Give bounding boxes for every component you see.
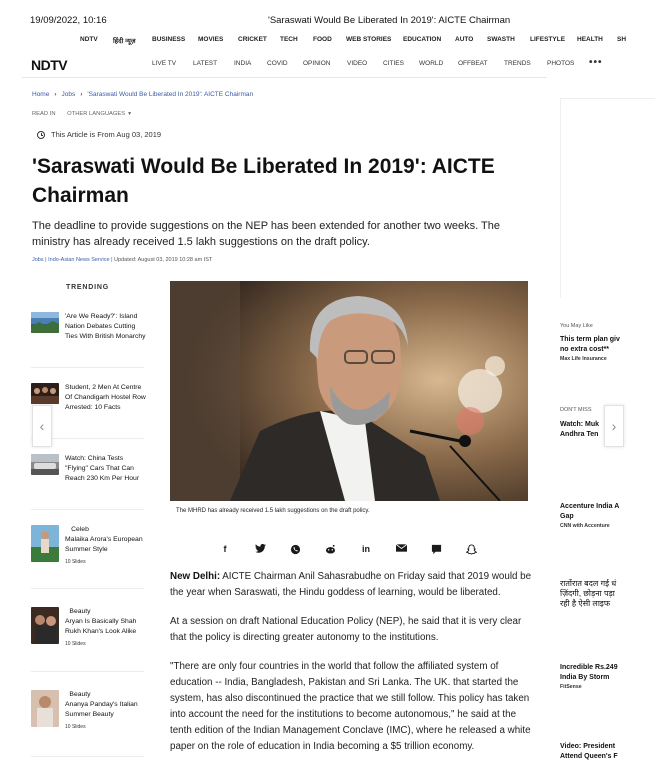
divider — [31, 509, 144, 510]
top-nav-item[interactable]: हिंदी न्यूज़ — [113, 38, 136, 45]
main-nav-item[interactable]: COVID — [267, 60, 288, 67]
top-nav-item[interactable]: LIFESTYLE — [530, 36, 566, 43]
divider — [31, 367, 144, 368]
main-nav-item[interactable]: TRENDS — [504, 60, 531, 67]
top-nav-item[interactable]: NDTV — [80, 36, 98, 43]
trending-title: TRENDING — [66, 284, 109, 291]
trending-category: Beauty — [69, 608, 91, 615]
byline-updated: Updated: August 03, 2019 10:28 am IST — [114, 257, 213, 263]
article-main-photo — [170, 281, 528, 501]
slides-count: 10 Slides — [65, 640, 86, 647]
print-page-title: 'Saraswati Would Be Liberated In 2019': AICTE Chairman — [268, 15, 511, 26]
chevron-right-icon: › — [611, 418, 617, 434]
dont-miss-title: Andhra Ten — [560, 431, 599, 438]
snapchat-icon[interactable] — [464, 544, 478, 557]
video-item[interactable] — [560, 742, 655, 762]
trending-thumbnail — [31, 312, 59, 333]
top-nav — [0, 36, 655, 48]
dont-miss-widget[interactable] — [560, 407, 655, 440]
nav-divider — [22, 77, 547, 78]
sponsored-item[interactable] — [560, 502, 655, 529]
sponsored-item[interactable] — [560, 663, 655, 690]
slides-count: 10 Slides — [65, 558, 86, 565]
you-may-like-widget[interactable] — [560, 323, 655, 362]
article-headline: 'Saraswati Would Be Liberated In 2019': AICTE Chairman — [32, 155, 495, 207]
dont-miss-label: DON'T MISS — [560, 407, 592, 413]
top-nav-item[interactable]: AUTO — [455, 36, 474, 43]
main-nav-item[interactable]: VIDEO — [347, 60, 368, 67]
top-nav-item[interactable]: SH — [617, 36, 627, 43]
sponsored-source: CNN with Accenture — [560, 523, 610, 529]
breadcrumb-jobs[interactable]: Jobs — [61, 91, 76, 98]
top-nav-item[interactable]: BUSINESS — [152, 36, 186, 43]
facebook-icon[interactable]: f — [223, 544, 227, 554]
trending-item-text: Watch: China Tests "Flying" Cars That Can Reach 230 Km Per Hour — [65, 455, 140, 483]
main-nav-item[interactable]: PHOTOS — [547, 60, 575, 67]
top-nav-item[interactable]: EDUCATION — [403, 36, 442, 43]
trending-thumbnail — [31, 383, 59, 404]
print-datetime: 19/09/2022, 10:16 — [30, 15, 107, 26]
sponsored-source: Max Life Insurance — [560, 356, 607, 362]
photo-caption: The MHRD has already received 1.5 lakh suggestions on the draft policy. — [176, 508, 370, 514]
sponsored-source: FitSense — [560, 684, 582, 690]
chevron-right-icon: › — [80, 91, 83, 98]
comment-icon[interactable] — [429, 544, 443, 557]
ndtv-logo[interactable]: NDTV — [31, 57, 68, 73]
article-paragraph: At a session on draft National Education Policy (NEP), he said that it is very clear that the policy is directing greater autonomy to the institutions. — [170, 616, 522, 643]
breadcrumb — [32, 91, 253, 98]
top-nav-item[interactable]: WEB STORIES — [346, 36, 392, 43]
byline-agency-link[interactable]: Indo-Asian News Service — [48, 257, 110, 263]
chevron-left-icon: ‹ — [39, 418, 45, 434]
top-nav-item[interactable]: SWASTH — [487, 36, 515, 43]
article-date-notice — [37, 130, 161, 139]
sponsored-title: ज़िंदगी, छोड़ना पड़ा — [560, 589, 615, 598]
share-bar — [170, 544, 528, 558]
slides-count: 10 Slides — [65, 723, 86, 730]
main-nav-item[interactable]: OPINION — [303, 60, 331, 67]
email-icon[interactable] — [394, 544, 408, 554]
more-menu-icon[interactable]: ••• — [589, 57, 603, 68]
sponsored-item[interactable] — [560, 579, 655, 609]
breadcrumb-current[interactable]: 'Saraswati Would Be Liberated In 2019': AICTE Chairman — [87, 91, 254, 98]
top-nav-item[interactable]: TECH — [280, 36, 298, 43]
article-paragraph: New Delhi: AICTE Chairman Anil Sahasrabudhe on Friday said that 2019 would be the year when Saraswati, the Hindu goddess of learning, would be liberated. — [170, 571, 532, 598]
top-nav-item[interactable]: FOOD — [313, 36, 332, 43]
sponsored-title: रही है ऐसी लाइफ — [560, 599, 611, 608]
article-byline: Jobs | Indo-Asian News Service | Updated: August 03, 2019 10:28 am IST — [32, 257, 213, 263]
sponsored-title: Incredible Rs.249 — [560, 664, 618, 671]
dateline: New Delhi: — [170, 571, 221, 582]
sponsored-title: no extra cost** — [560, 346, 610, 353]
divider — [31, 588, 144, 589]
divider — [31, 671, 144, 672]
article-paragraph: "There are only four countries in the world that follow the affiliated system of education -- India, Bangladesh, Pakistan and Sri Lanka. The UK. that started the system, has also discontinued the practice that we still follow. This policy has taken into account the need for the institutions to become autonomous," he said at the tenth edition of the Indian Management Conclave (IMC), where he released a white paper on the role of education in India becoming a $5 trillion economy. — [170, 661, 531, 752]
main-nav — [0, 57, 655, 72]
dont-miss-title: Watch: Muk — [560, 421, 600, 428]
trending-item-text: Celeb Malaika Arora's European Summer Style 10 Slides — [65, 525, 147, 567]
linkedin-icon[interactable]: in — [362, 544, 370, 554]
sponsored-title: रातोंरात बदल गई धं — [560, 579, 617, 588]
main-nav-item[interactable]: OFFBEAT — [458, 60, 488, 67]
sponsored-title: Accenture India A — [560, 503, 620, 510]
article-summary: The deadline to provide suggestions on the NEP has been extended for another two weeks. The ministry has already received 1.5 lakh suggestions on the draft policy. — [32, 220, 501, 248]
trending-thumbnail — [31, 454, 59, 475]
top-nav-item[interactable]: HEALTH — [577, 36, 603, 43]
sponsored-title: Gap — [560, 513, 574, 520]
trending-item-text: Beauty Ananya Panday's Italian Summer Beauty 10 Slides — [65, 690, 147, 732]
video-title: Video: President — [560, 743, 616, 750]
trending-item-text: Student, 2 Men At Centre Of Chandigarh Hostel Row Arrested: 10 Facts — [65, 384, 146, 412]
you-may-like-label: You May Like — [560, 323, 593, 329]
article-date-text: This Article is From Aug 03, 2019 — [51, 130, 162, 139]
other-languages-dropdown[interactable]: OTHER LANGUAGES ▼ — [67, 111, 133, 117]
ad-slot — [560, 98, 655, 298]
top-nav-item[interactable]: MOVIES — [198, 36, 224, 43]
read-in-bar — [32, 111, 132, 117]
sponsored-title: This term plan giv — [560, 336, 620, 343]
breadcrumb-home[interactable]: Home — [32, 91, 50, 98]
main-nav-item[interactable]: INDIA — [234, 60, 252, 67]
trending-category: Celeb — [71, 526, 89, 533]
reddit-icon[interactable] — [323, 544, 337, 556]
main-nav-item[interactable]: CITIES — [383, 60, 404, 67]
byline-section-link[interactable]: Jobs — [32, 257, 44, 263]
chevron-right-icon: › — [54, 91, 57, 98]
main-nav-item[interactable]: LIVE TV — [152, 60, 177, 67]
twitter-icon[interactable] — [253, 544, 267, 555]
sponsored-title: India By Storm — [560, 674, 610, 681]
main-nav-item[interactable]: LATEST — [193, 60, 218, 67]
trending-item-text: 'Are We Ready?': Island Nation Debates Cutting Ties With British Monarchy — [65, 313, 146, 341]
read-in-label: READ IN — [32, 111, 56, 117]
trending-category: Beauty — [69, 691, 91, 698]
main-nav-item[interactable]: WORLD — [419, 60, 444, 67]
caret-down-icon: ▼ — [127, 111, 133, 117]
top-nav-item[interactable]: CRICKET — [238, 36, 267, 43]
video-title: Attend Queen's F — [560, 753, 618, 760]
print-header — [0, 15, 655, 29]
trending-item-text: Beauty Aryan Is Basically Shah Rukh Khan's Look Alike 10 Slides — [65, 607, 147, 649]
divider — [31, 756, 144, 757]
whatsapp-icon[interactable] — [288, 544, 302, 557]
clock-icon — [37, 131, 45, 139]
carousel-prev-button[interactable] — [32, 405, 52, 447]
